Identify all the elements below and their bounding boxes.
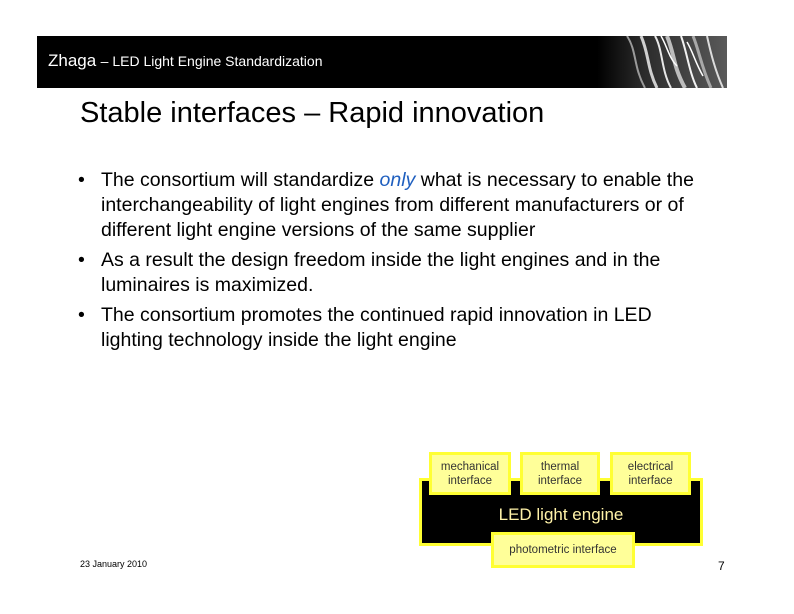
- footer-date: 23 January 2010: [80, 559, 148, 569]
- bullet-list: [76, 168, 716, 358]
- bullet-text-end: what is necessary to enable the interchangeability of light engines from different manufacturers or of different light engine versions of the same supplier: [101, 169, 694, 241]
- bullet-item: [76, 168, 716, 243]
- photometric-interface-box: [491, 532, 635, 568]
- mechanical-interface-box: [429, 452, 511, 495]
- mechanical-interface-label: mechanical interface: [440, 460, 500, 487]
- bullet-marker: •: [78, 304, 85, 326]
- slide-title: Stable interfaces – Rapid innovation: [80, 97, 545, 129]
- bullet-text-start: The consortium will standardize: [101, 169, 380, 191]
- bullet-item: [76, 303, 716, 353]
- emphasis-text: only: [379, 169, 416, 191]
- waterfall-image: [597, 36, 727, 88]
- brand-name: Zhaga: [48, 51, 97, 70]
- thermal-interface-label: thermal interface: [537, 460, 583, 487]
- header-subtitle: – LED Light Engine Standardization: [100, 53, 323, 69]
- header-bar: [37, 36, 727, 88]
- bullet-text: The consortium promotes the continued rapid innovation in LED lighting technology inside the light engine: [101, 304, 652, 351]
- photometric-interface-label: photometric interface: [509, 544, 617, 556]
- bullet-item: [76, 248, 716, 298]
- electrical-interface-box: [610, 452, 691, 495]
- bullet-text: As a result the design freedom inside the light engines and in the luminaires is maximized.: [101, 249, 661, 296]
- header-brand: [48, 51, 322, 71]
- bullet-marker: •: [78, 249, 85, 271]
- bullet-marker: •: [78, 169, 85, 191]
- electrical-interface-label: electrical interface: [627, 460, 674, 487]
- thermal-interface-box: [520, 452, 600, 495]
- page-number: 7: [718, 559, 725, 573]
- engine-label: LED light engine: [498, 505, 624, 524]
